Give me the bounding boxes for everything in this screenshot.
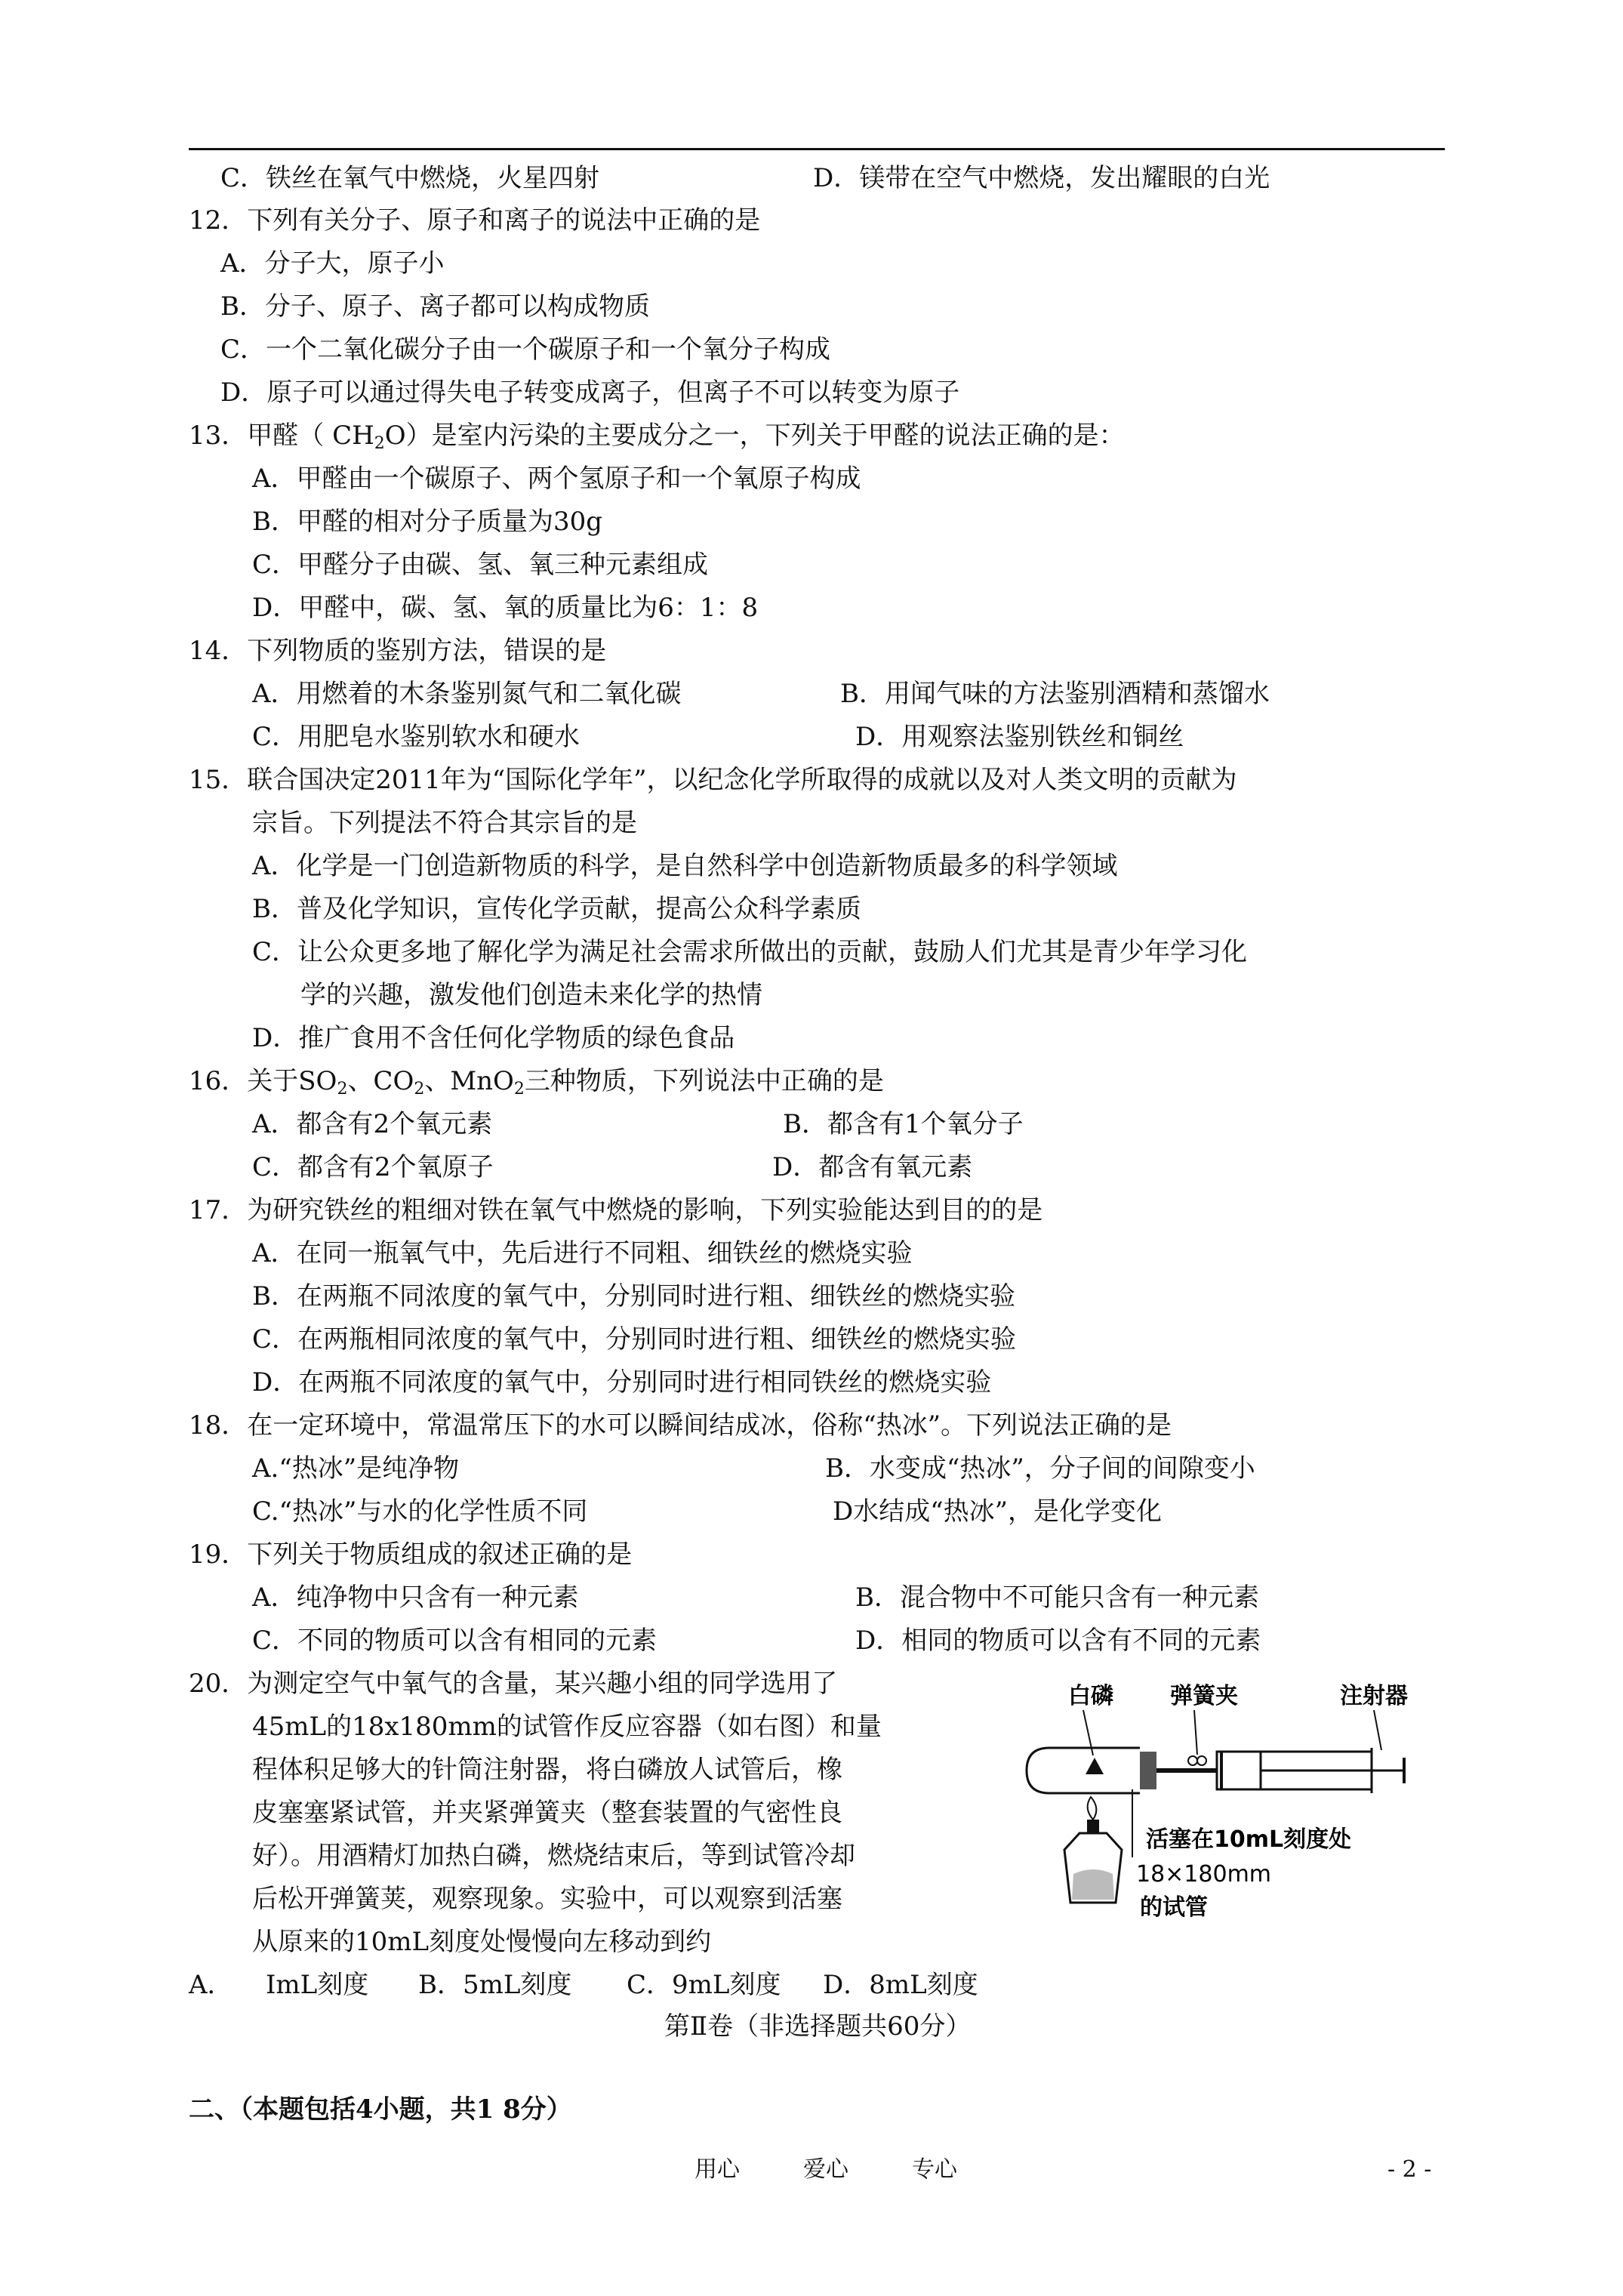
q18-option-d: D水结成“热冰”，是化学变化 — [833, 1496, 1163, 1527]
q17-option-b: B．在两瓶不同浓度的氧气中，分别同时进行粗、细铁丝的燃烧实验 — [252, 1281, 1015, 1311]
q16-option-a: A．都含有2个氧元素 — [252, 1109, 493, 1139]
q13-stem: 13．甲醛（ $CH_2O$）是室内污染的主要成分之一，下列关于甲醛的说法正确的是： — [189, 421, 1125, 453]
label-white-phosphorus: 白磷 — [1068, 1683, 1113, 1709]
q16-option-b: B．都含有1个氧分子 — [783, 1109, 1024, 1139]
q19-option-d: D．相同的物质可以含有不同的元素 — [855, 1626, 1261, 1656]
q20-option-a: ImL刻度 — [266, 1970, 369, 2000]
q11-option-d: D．镁带在空气中燃烧，发出耀眼的白光 — [813, 163, 1270, 193]
label-tube-size: 18×180mm — [1136, 1861, 1272, 1888]
q20-option-a-letter: A． — [189, 1970, 233, 2000]
q16-option-c: C．都含有2个氧原子 — [252, 1152, 494, 1182]
label-syringe: 注射器 — [1340, 1683, 1408, 1709]
q15-option-c-cont: 学的兴趣，激发他们创造未来化学的热情 — [300, 980, 762, 1010]
q20-option-b: B．5mL刻度 — [418, 1970, 572, 2000]
q15-stem-line1: 15．联合国决定2011年为“国际化学年”，以纪念化学所取得的成就以及对人类文明的贡献为 — [189, 765, 1237, 795]
q19-option-a: A．纯净物中只含有一种元素 — [252, 1583, 579, 1613]
footer-item-3: 专心 — [912, 2156, 957, 2183]
q12-option-b: B．分子、原子、离子都可以构成物质 — [220, 291, 650, 322]
q20-stem-line3: 程体积足够大的针筒注射器，将白磷放人试管后，橡 — [252, 1755, 842, 1785]
q20-stem-line7: 从原来的10mL刻度处慢慢向左移动到约 — [252, 1927, 712, 1957]
section2-heading: 二、（本题包括4小题，共1 8分） — [189, 2094, 572, 2125]
header-rule — [189, 148, 1445, 150]
footer-item-1: 用心 — [694, 2156, 740, 2183]
q14-option-d: D．用观察法鉴别铁丝和铜丝 — [855, 722, 1184, 752]
q20-stem-line4: 皮塞塞紧试管，并夹紧弹簧夹（整套装置的气密性良 — [252, 1798, 842, 1828]
page-number: - 2 - — [1387, 2156, 1432, 2183]
q18-option-a: A.“热冰”是纯净物 — [252, 1453, 460, 1484]
q16-stem: 16．关于$SO_2$、$CO_2$、MnO$_2$三种物质，下列说法中正确的是 — [189, 1066, 884, 1099]
rubber-stopper — [1140, 1752, 1156, 1789]
footer-item-2: 爱心 — [803, 2156, 848, 2183]
q12-option-d: D．原子可以通过得失电子转变成离子，但离子不可以转变为原子 — [220, 378, 960, 408]
q18-option-c: C.“热冰”与水的化学性质不同 — [252, 1496, 588, 1527]
q20-stem-line2: 45mL的18x180mm的试管作反应容器（如右图）和量 — [252, 1712, 882, 1742]
q18-stem: 18．在一定环境中，常温常压下的水可以瞬间结成冰，俗称“热冰”。下列说法正确的是 — [189, 1410, 1172, 1441]
q15-stem-line2: 宗旨。下列提法不符合其宗旨的是 — [252, 808, 637, 838]
test-tube — [1027, 1748, 1140, 1793]
phosphorus-pile — [1086, 1758, 1104, 1774]
q20-option-c: C．9mL刻度 — [627, 1970, 781, 2000]
q15-option-a: A．化学是一门创造新物质的科学，是自然科学中创造新物质最多的科学领域 — [252, 851, 1118, 881]
q13-option-c: C．甲醛分子由碳、氢、氧三种元素组成 — [252, 550, 709, 580]
q14-stem: 14．下列物质的鉴别方法，错误的是 — [189, 636, 607, 666]
q20-stem-line1: 20．为测定空气中氧气的含量，某兴趣小组的同学选用了 — [189, 1669, 838, 1699]
q15-option-c: C．让公众更多地了解化学为满足社会需求所做出的贡献，鼓励人们尤其是青少年学习化 — [252, 937, 1248, 967]
q18-option-b: B．水变成“热冰”，分子间的间隙变小 — [825, 1453, 1255, 1484]
q17-stem: 17．为研究铁丝的粗细对铁在氧气中燃烧的影响，下列实验能达到目的的是 — [189, 1195, 1043, 1225]
q19-stem: 19．下列关于物质组成的叙述正确的是 — [189, 1539, 633, 1570]
spring-clamp — [1188, 1756, 1197, 1765]
q12-option-a: A．分子大，原子小 — [220, 248, 445, 279]
q13-option-d: D．甲醛中，碳、氢、氧的质量比为6：1：8 — [252, 593, 759, 623]
q19-option-c: C．不同的物质可以含有相同的元素 — [252, 1626, 658, 1656]
q12-option-c: C．一个二氧化碳分子由一个碳原子和一个氧分子构成 — [220, 334, 831, 365]
q12-stem: 12．下列有关分子、原子和离子的说法中正确的是 — [189, 205, 761, 236]
flame — [1088, 1797, 1097, 1820]
q17-option-d: D．在两瓶不同浓度的氧气中，分别同时进行相同铁丝的燃烧实验 — [252, 1367, 992, 1398]
q20-option-d: D．8mL刻度 — [823, 1970, 978, 2000]
q15-option-b: B．普及化学知识，宣传化学贡献，提高公众科学素质 — [252, 894, 861, 924]
q14-option-c: C．用肥皂水鉴别软水和硬水 — [252, 722, 581, 752]
q14-option-a: A．用燃着的木条鉴别氮气和二氧化碳 — [252, 679, 682, 709]
label-tube: 的试管 — [1140, 1894, 1208, 1921]
q14-option-b: B．用闻气味的方法鉴别酒精和蒸馏水 — [840, 679, 1270, 709]
q15-option-d: D．推广食用不含任何化学物质的绿色食品 — [252, 1023, 735, 1053]
part2-title: 第Ⅱ卷（非选择题共60分） — [664, 2011, 972, 2042]
q17-option-a: A．在同一瓶氧气中，先后进行不同粗、细铁丝的燃烧实验 — [252, 1238, 913, 1268]
q11-option-c: C．铁丝在氧气中燃烧，火星四射 — [220, 163, 600, 193]
q16-option-d: D．都含有氧元素 — [772, 1152, 973, 1182]
label-spring-clamp: 弹簧夹 — [1170, 1683, 1238, 1709]
apparatus-figure — [1019, 1676, 1442, 1948]
q20-stem-line5: 好）。用酒精灯加热白磷，燃烧结束后，等到试管冷却 — [252, 1841, 855, 1871]
label-piston-position: 活塞在10mL刻度处 — [1146, 1826, 1352, 1853]
q19-option-b: B．混合物中不可能只含有一种元素 — [855, 1583, 1259, 1613]
q17-option-c: C．在两瓶相同浓度的氧气中，分别同时进行粗、细铁丝的燃烧实验 — [252, 1324, 1017, 1354]
q13-option-a: A．甲醛由一个碳原子、两个氢原子和一个氧原子构成 — [252, 464, 861, 494]
q20-stem-line6: 后松开弹簧荚，观察现象。实验中，可以观察到活塞 — [252, 1884, 842, 1914]
q13-option-b: B．甲醛的相对分子质量为30g — [252, 507, 603, 537]
